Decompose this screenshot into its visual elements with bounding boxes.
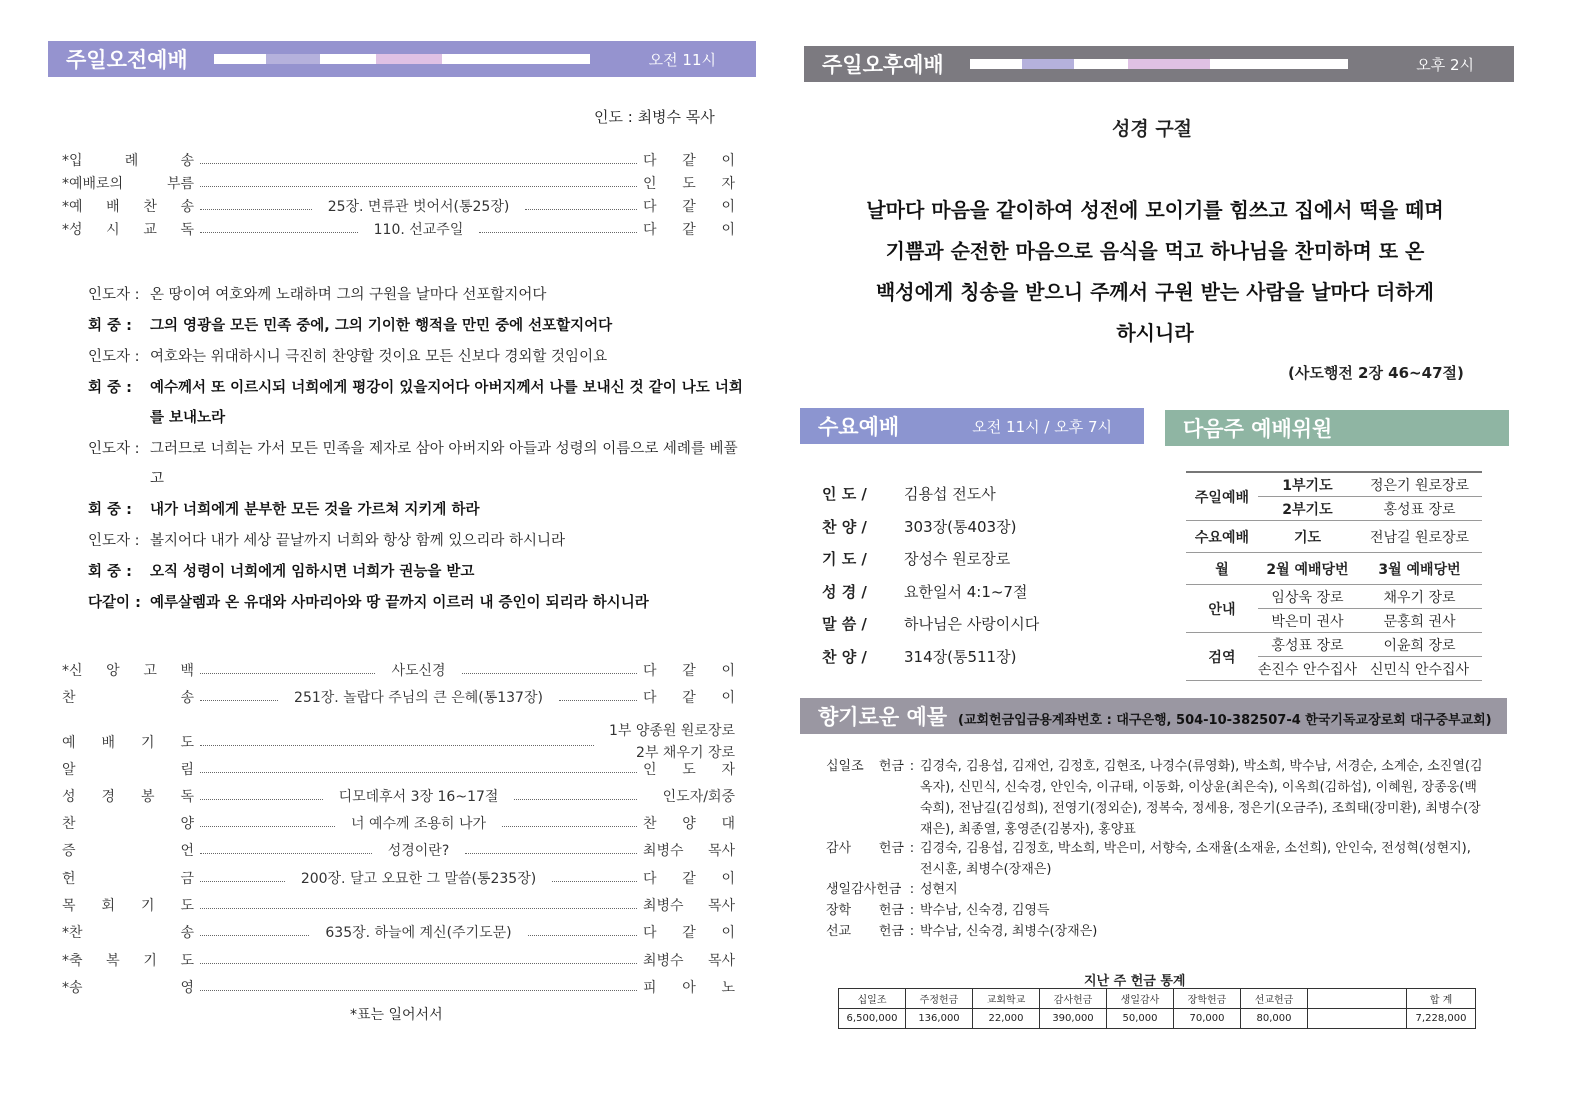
- morning-title: 주일오전예배: [66, 48, 188, 72]
- stats-header: 감사헌금: [1040, 989, 1107, 1009]
- colon: :: [909, 759, 915, 774]
- wednesday-label: 기 도 /: [822, 550, 867, 568]
- wednesday-value: 하나님은 사랑이시다: [904, 615, 1040, 633]
- leader-dots: [200, 825, 335, 827]
- order-label: *입 례 송: [62, 153, 194, 169]
- speaker: 인도자 :: [88, 533, 140, 549]
- guide-feb-2: 박은미 권사: [1258, 609, 1357, 633]
- leader-dots: [200, 185, 637, 187]
- leader-dots: [525, 208, 637, 210]
- colon: :: [909, 903, 915, 918]
- offering-names: 김경숙, 김용섭, 김재언, 김정호, 김현조, 나경수(류영화), 박소희, 박수남, 서경순, 소계순, 소진열(김옥자), 신민식, 신숙경, 안인숙, 이규태, 이동화, 이상윤(최은숙), 이옥희(김하섭), 이혜원, 장종웅(백숙희), 전남길(김성희), 전영기(정외순), 정복숙, 정세용, 정은기(오금주), 조희태(장미환), 최병수(장재은), 최종열, 홍영준(김봉자), 홍양표: [920, 759, 1483, 837]
- responsive-line: [88, 495, 748, 525]
- prayer-performers: [600, 720, 735, 764]
- wednesday-item: [822, 614, 1039, 634]
- leader-dots: [200, 907, 637, 909]
- stats-header: 선교헌금: [1241, 989, 1308, 1009]
- order-label: *예 배 찬 송: [62, 199, 194, 215]
- leader-dots: [559, 699, 637, 701]
- leader-dots: [200, 231, 358, 233]
- committee-title: 다음주 예배위원: [1183, 417, 1333, 441]
- responsive-line: [88, 373, 748, 433]
- order-item: [62, 950, 735, 970]
- offering-label: 생일감사헌금: [826, 882, 902, 897]
- verse-text: [830, 190, 1480, 354]
- order-performer: 인도자/회중: [662, 789, 735, 805]
- order-label: *찬 송: [62, 925, 194, 941]
- feb-label: 2월 예배당번: [1258, 553, 1357, 585]
- order-performer: 최병수 목사: [643, 953, 735, 969]
- verse-line: 기쁨과 순전한 마음으로 음식을 먹고 하나님을 찬미하며 또 온: [885, 239, 1425, 263]
- order-performer: 다 같 이: [643, 199, 735, 215]
- leader-dots: [200, 934, 309, 936]
- leader-dots: [462, 672, 637, 674]
- responsive-line: [88, 342, 748, 372]
- prayer2-label: 2부기도: [1258, 497, 1357, 521]
- order-item: [62, 868, 735, 888]
- responsive-line: [88, 588, 748, 618]
- order-performer: 인 도 자: [643, 762, 735, 778]
- order-item: [62, 720, 735, 764]
- wednesday-item: [822, 582, 1027, 602]
- order-content: 성경이란?: [387, 843, 450, 859]
- speaker: 회 중 :: [88, 502, 132, 518]
- order-item: [62, 687, 735, 707]
- leader-dots: [200, 208, 312, 210]
- afternoon-stripe: [970, 59, 1348, 69]
- inspect-mar-1: 이윤희 장로: [1357, 633, 1482, 657]
- speaker: 회 중 :: [88, 564, 132, 580]
- reading-text: 여호와는 위대하시니 극진히 찬양할 것이요 모든 신보다 경외할 것임이요: [150, 349, 608, 365]
- stats-value: 136,000: [906, 1009, 973, 1029]
- leader-dots: [528, 934, 637, 936]
- prayer1-label: 1부기도: [1258, 472, 1357, 497]
- stats-header: 생일감사: [1107, 989, 1174, 1009]
- stats-header: 주정헌금: [906, 989, 973, 1009]
- colon: :: [909, 882, 915, 897]
- order-item: [62, 840, 735, 860]
- wed-prayer-name: 전남길 원로장로: [1357, 521, 1482, 553]
- colon: :: [909, 924, 915, 939]
- leader-dots: [465, 852, 637, 854]
- wednesday-label: 인 도 /: [822, 485, 867, 503]
- speaker: 인도자 :: [88, 441, 140, 457]
- order-performer: 다 같 이: [643, 925, 735, 941]
- verse-line: 백성에게 칭송을 받으니 주께서 구원 받는 사람을 날마다 더하게: [875, 280, 1435, 304]
- order-label: *송 영: [62, 980, 194, 996]
- order-item: [62, 922, 735, 942]
- reading-text: 온 땅이여 여호와께 노래하며 그의 구원을 날마다 선포할지어다: [150, 287, 547, 303]
- order-label: 성 경 봉 독: [62, 789, 194, 805]
- leader-dots: [552, 880, 637, 882]
- order-performer: 피 아 노: [643, 980, 735, 996]
- offering-row: [826, 921, 1486, 942]
- order-performer: 다 같 이: [643, 690, 735, 706]
- verse-line: 하시니라: [1116, 321, 1194, 345]
- wednesday-label: 찬 양 /: [822, 517, 867, 536]
- afternoon-time: 오후 2시: [1416, 55, 1474, 74]
- wednesday-value: 장성수 원로장로: [904, 550, 1011, 568]
- order-item: [62, 660, 735, 680]
- prayer-2: 2부 채우기 장로: [636, 745, 735, 761]
- reading-text: 그러므로 너희는 가서 모든 민족을 제자로 삼아 아버지와 아들과 성령의 이름으로 세례를 베풀고: [150, 441, 738, 487]
- order-content: 635장. 하늘에 계신(주기도문): [325, 925, 512, 941]
- offering-row: [826, 838, 1486, 880]
- wednesday-item: [822, 549, 1010, 569]
- stats-value: 50,000: [1107, 1009, 1174, 1029]
- wednesday-label: 성 경 /: [822, 582, 867, 601]
- wednesday-label: 말 씀 /: [822, 615, 867, 633]
- prayer1-name: 정은기 원로장로: [1357, 472, 1482, 497]
- order-label: *예배로의 부름: [62, 176, 194, 192]
- leader-dots: [479, 231, 637, 233]
- leader-dots: [514, 798, 637, 800]
- speaker: 인도자 :: [88, 349, 140, 365]
- wednesday-item: [822, 517, 1016, 537]
- stats-value: [1308, 1009, 1407, 1029]
- stats-title: 지난 주 헌금 통계: [1084, 974, 1186, 989]
- leader-dots: [502, 825, 637, 827]
- wednesday-value: 314장(통511장): [904, 647, 1017, 666]
- stats-header: 교회학교: [973, 989, 1040, 1009]
- stats-value: 22,000: [973, 1009, 1040, 1029]
- wednesday-item: [822, 647, 1016, 667]
- inspect-feb-1: 홍성표 장로: [1258, 633, 1357, 657]
- order-performer: 최병수 목사: [643, 898, 735, 914]
- order-item: [62, 759, 735, 779]
- order-performer: 인 도 자: [643, 176, 735, 192]
- wednesday-time: 오전 11시 / 오후 7시: [972, 417, 1112, 436]
- verse-reference: (사도행전 2장 46~47절): [1288, 364, 1464, 382]
- mar-label: 3월 예배당번: [1357, 553, 1482, 585]
- order-performer: 다 같 이: [643, 153, 735, 169]
- order-label: 찬 송: [62, 690, 194, 706]
- order-performer: 최병수 목사: [643, 843, 735, 859]
- order-label: 증 언: [62, 843, 194, 859]
- order-content: 110. 선교주일: [373, 222, 464, 238]
- leader-dots: [200, 798, 323, 800]
- committee-table: [1186, 471, 1482, 681]
- committee-header: [1165, 410, 1509, 446]
- guide-feb-1: 임상욱 장로: [1258, 585, 1357, 609]
- wed-service-label: 수요예배: [1186, 521, 1258, 553]
- responsive-line: [88, 311, 748, 341]
- speaker: 회 중 :: [88, 318, 132, 334]
- afternoon-title: 주일오후예배: [822, 53, 944, 77]
- stand-footnote: *표는 일어서서: [350, 1007, 443, 1023]
- stats-value: 390,000: [1040, 1009, 1107, 1029]
- order-label: *신 앙 고 백: [62, 663, 194, 679]
- wed-prayer-label: 기도: [1258, 521, 1357, 553]
- stats-table: [838, 988, 1476, 1029]
- leader-dots: [200, 699, 278, 701]
- order-label: 헌 금: [62, 871, 194, 887]
- prayer2-name: 홍성표 장로: [1357, 497, 1482, 521]
- offering-row: [826, 879, 1486, 900]
- reading-text: 예루살렘과 온 유대와 사마리아와 땅 끝까지 이르러 내 증인이 되리라 하시니라: [150, 595, 649, 611]
- inspect-mar-2: 신민식 안수집사: [1357, 657, 1482, 681]
- colon: :: [909, 841, 915, 856]
- leader-dots: [200, 880, 285, 882]
- offering-label: 장학 헌금: [826, 903, 904, 918]
- order-item: [62, 219, 735, 239]
- wednesday-header: [800, 408, 1144, 444]
- stats-value: 6,500,000: [839, 1009, 906, 1029]
- guide-mar-1: 채우기 장로: [1357, 585, 1482, 609]
- wednesday-item: [822, 484, 996, 504]
- morning-stripe: [214, 54, 590, 64]
- inspect-label: 검역: [1186, 633, 1258, 681]
- leader-dots: [200, 672, 375, 674]
- speaker: 인도자 :: [88, 287, 140, 303]
- order-label: *성 시 교 독: [62, 222, 194, 238]
- speaker: 회 중 :: [88, 380, 132, 396]
- stats-header: [1308, 989, 1407, 1009]
- stats-value: 80,000: [1241, 1009, 1308, 1029]
- offering-header: [800, 698, 1507, 734]
- reading-text: 볼지어다 내가 세상 끝날까지 너희와 항상 함께 있으리라 하시니라: [150, 533, 566, 549]
- reading-text: 예수께서 또 이르시되 너희에게 평강이 있을지어다 아버지께서 나를 보내신 것 같이 나도 너희를 보내노라: [150, 380, 743, 426]
- order-label: 알 림: [62, 762, 194, 778]
- offering-names: 박수남, 신숙경, 김영득: [920, 903, 1050, 918]
- leader-dots: [200, 744, 594, 746]
- leader-dots: [200, 771, 637, 773]
- order-content: 너 예수께 조용히 나가: [350, 816, 487, 832]
- sunday-service-label: 주일예배: [1186, 472, 1258, 521]
- prayer-1: 1부 양종원 원로장로: [609, 723, 735, 739]
- speaker: 다같이 :: [88, 595, 141, 611]
- guide-mar-2: 문홍희 권사: [1357, 609, 1482, 633]
- order-content: 사도신경: [391, 663, 446, 679]
- wednesday-title: 수요예배: [818, 415, 900, 439]
- order-item: [62, 895, 735, 915]
- order-performer: 다 같 이: [643, 222, 735, 238]
- morning-time: 오전 11시: [648, 50, 716, 69]
- verse-title: 성경 구절: [1112, 118, 1193, 140]
- order-content: 디모데후서 3장 16~17절: [338, 789, 499, 805]
- offering-names: 성현지: [920, 882, 958, 897]
- wednesday-value: 요한일서 4:1~7절: [904, 582, 1028, 601]
- offering-label: 십일조 헌금: [826, 759, 904, 774]
- order-content: 251장. 놀랍다 주님의 큰 은혜(통137장): [294, 690, 543, 706]
- verse-line: 날마다 마음을 같이하여 성전에 모이기를 힘쓰고 집에서 떡을 떼며: [866, 198, 1444, 222]
- leader-dots: [200, 162, 637, 164]
- order-performer: 찬 양 대: [643, 816, 736, 832]
- order-content: 200장. 달고 오묘한 그 말씀(통235장): [300, 871, 537, 887]
- leader-dots: [200, 989, 637, 991]
- morning-leader: 인도 : 최병수 목사: [594, 108, 715, 126]
- order-item: [62, 150, 735, 170]
- responsive-line: [88, 557, 748, 587]
- guide-label: 안내: [1186, 585, 1258, 633]
- order-item: [62, 786, 735, 806]
- leader-dots: [200, 852, 372, 854]
- offering-label: 감사 헌금: [826, 841, 904, 856]
- wednesday-value: 303장(통403장): [904, 517, 1017, 536]
- stats-header: 십일조: [839, 989, 906, 1009]
- order-item: [62, 813, 735, 833]
- offering-names: 박수남, 신숙경, 최병수(장재은): [920, 924, 1098, 939]
- order-content: 25장. 면류관 벗어서(통25장): [327, 199, 510, 215]
- order-label: 예 배 기 도: [62, 735, 194, 751]
- reading-text: 그의 영광을 모든 민족 중에, 그의 기이한 행적을 만민 중에 선포할지어다: [150, 318, 613, 334]
- offering-label: 선교 헌금: [826, 924, 904, 939]
- offering-title: 향기로운 예물: [818, 705, 948, 729]
- order-item: [62, 173, 735, 193]
- order-label: 목 회 기 도: [62, 898, 194, 914]
- order-item: [62, 196, 735, 216]
- order-performer: 다 같 이: [643, 871, 736, 887]
- reading-text: 내가 너희에게 분부한 모든 것을 가르쳐 지키게 하라: [150, 502, 480, 518]
- offering-names: 김경숙, 김용섭, 김정호, 박소희, 박은미, 서향숙, 소재율(소재윤, 소선희), 안인숙, 전성혁(성현지), 전시훈, 최병수(장재은): [920, 841, 1471, 877]
- inspect-feb-2: 손진수 안수집사: [1258, 657, 1357, 681]
- responsive-line: [88, 526, 748, 556]
- responsive-line: [88, 434, 748, 494]
- stats-header: 장학헌금: [1174, 989, 1241, 1009]
- offering-account: (교회헌금입금용계좌번호 : 대구은행, 504-10-382507-4 한국기독교장로회 대구중부교회): [958, 713, 1492, 728]
- order-label: *축 복 기 도: [62, 953, 194, 969]
- wednesday-label: 찬 양 /: [822, 647, 867, 666]
- leader-dots: [200, 962, 637, 964]
- order-item: [62, 977, 735, 997]
- wednesday-value: 김용섭 전도사: [904, 485, 996, 503]
- offering-row: [826, 756, 1486, 840]
- responsive-line: [88, 280, 748, 310]
- offering-row: [826, 900, 1486, 921]
- month-label: 월: [1186, 553, 1258, 585]
- order-performer: 다 같 이: [643, 663, 736, 679]
- stats-value: 7,228,000: [1407, 1009, 1476, 1029]
- order-label: 찬 양: [62, 816, 194, 832]
- reading-text: 오직 성령이 너희에게 임하시면 너희가 권능을 받고: [150, 564, 475, 580]
- stats-header: 합 계: [1407, 989, 1476, 1009]
- stats-value: 70,000: [1174, 1009, 1241, 1029]
